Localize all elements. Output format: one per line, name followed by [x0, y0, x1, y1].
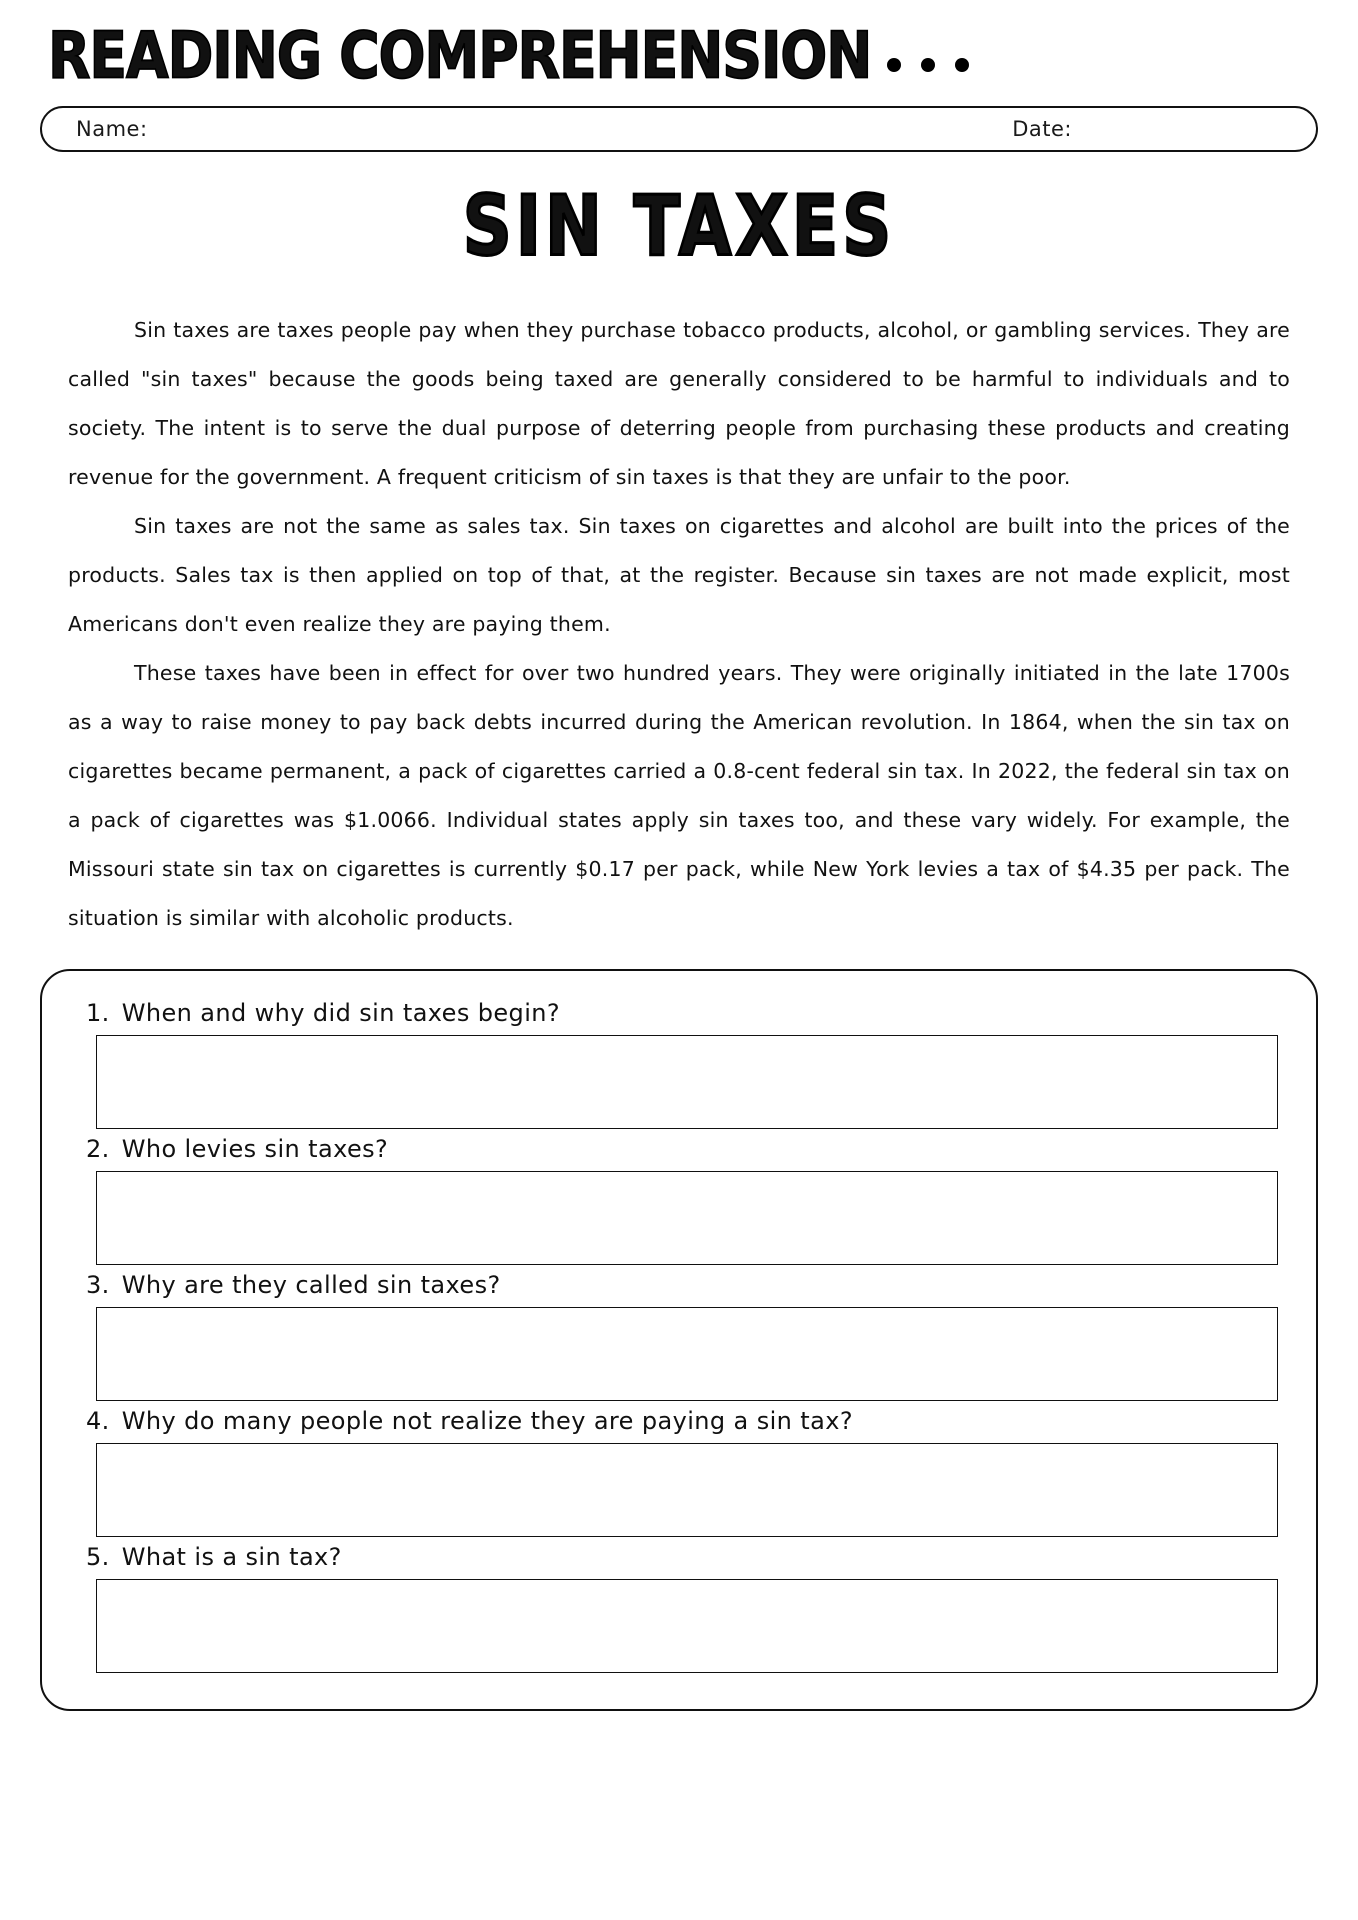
dot-icon	[887, 58, 901, 72]
question-number: 5.	[86, 1543, 110, 1571]
question-item	[80, 1407, 1278, 1537]
question-number: 1.	[86, 999, 110, 1027]
header-dots-decoration	[887, 58, 969, 88]
date-label: Date:	[1012, 117, 1072, 141]
question-label: Why are they called sin taxes?	[121, 1271, 501, 1299]
question-number: 4.	[86, 1407, 110, 1435]
question-text-row	[86, 999, 1278, 1027]
question-text-row	[86, 1135, 1278, 1163]
question-label: Why do many people not realize they are paying a sin tax?	[121, 1407, 853, 1435]
answer-field[interactable]	[96, 1579, 1278, 1673]
answer-field[interactable]	[96, 1307, 1278, 1401]
question-number: 3.	[86, 1271, 110, 1299]
question-text-row	[86, 1543, 1278, 1571]
answer-field[interactable]	[96, 1171, 1278, 1265]
reading-passage	[40, 306, 1318, 943]
question-label: What is a sin tax?	[121, 1543, 342, 1571]
question-label: Who levies sin taxes?	[121, 1135, 389, 1163]
question-item	[80, 1271, 1278, 1401]
page-title: READING COMPREHENSION	[48, 18, 872, 93]
name-date-bar	[40, 106, 1318, 152]
answer-field[interactable]	[96, 1035, 1278, 1129]
passage-paragraph: Sin taxes are taxes people pay when they purchase tobacco products, alcohol, or gambling services. They are called "sin taxes" because the goods being taxed are generally considered to be harmful to individuals and to society. The intent is to serve the dual purpose of deterring people from purchasing these products and creating revenue for the government. A frequent criticism of sin taxes is that they are unfair to the poor.	[68, 318, 1290, 489]
worksheet-title: SIN TAXES	[462, 178, 896, 276]
dot-icon	[921, 58, 935, 72]
question-number: 2.	[86, 1135, 110, 1163]
question-text-row	[86, 1271, 1278, 1299]
question-text-row	[86, 1407, 1278, 1435]
passage-paragraph: These taxes have been in effect for over two hundred years. They were originally initiated in the late 1700s as a way to raise money to pay back debts incurred during the American revolution. In 1864, when the sin tax on cigarettes became permanent, a pack of cigarettes carried a 0.8-cent federal sin tax. In 2022, the federal sin tax on a pack of cigarettes was $1.0066. Individual states apply sin taxes too, and these vary widely. For example, the Missouri state sin tax on cigarettes is currently $0.17 per pack, while New York levies a tax of $4.35 per pack. The situation is similar with alcoholic products.	[68, 661, 1290, 930]
questions-panel	[40, 969, 1318, 1711]
question-item	[80, 999, 1278, 1129]
answer-field[interactable]	[96, 1443, 1278, 1537]
question-item	[80, 1135, 1278, 1265]
name-label: Name:	[76, 117, 148, 141]
page-header	[40, 18, 1318, 93]
passage-paragraph: Sin taxes are not the same as sales tax. Sin taxes on cigarettes and alcohol are built into the prices of the products. Sales tax is then applied on top of that, at the register. Because sin taxes are not made explicit, most Americans don't even realize they are paying them.	[68, 514, 1290, 636]
question-item	[80, 1543, 1278, 1673]
question-label: When and why did sin taxes begin?	[121, 999, 561, 1027]
dot-icon	[955, 58, 969, 72]
